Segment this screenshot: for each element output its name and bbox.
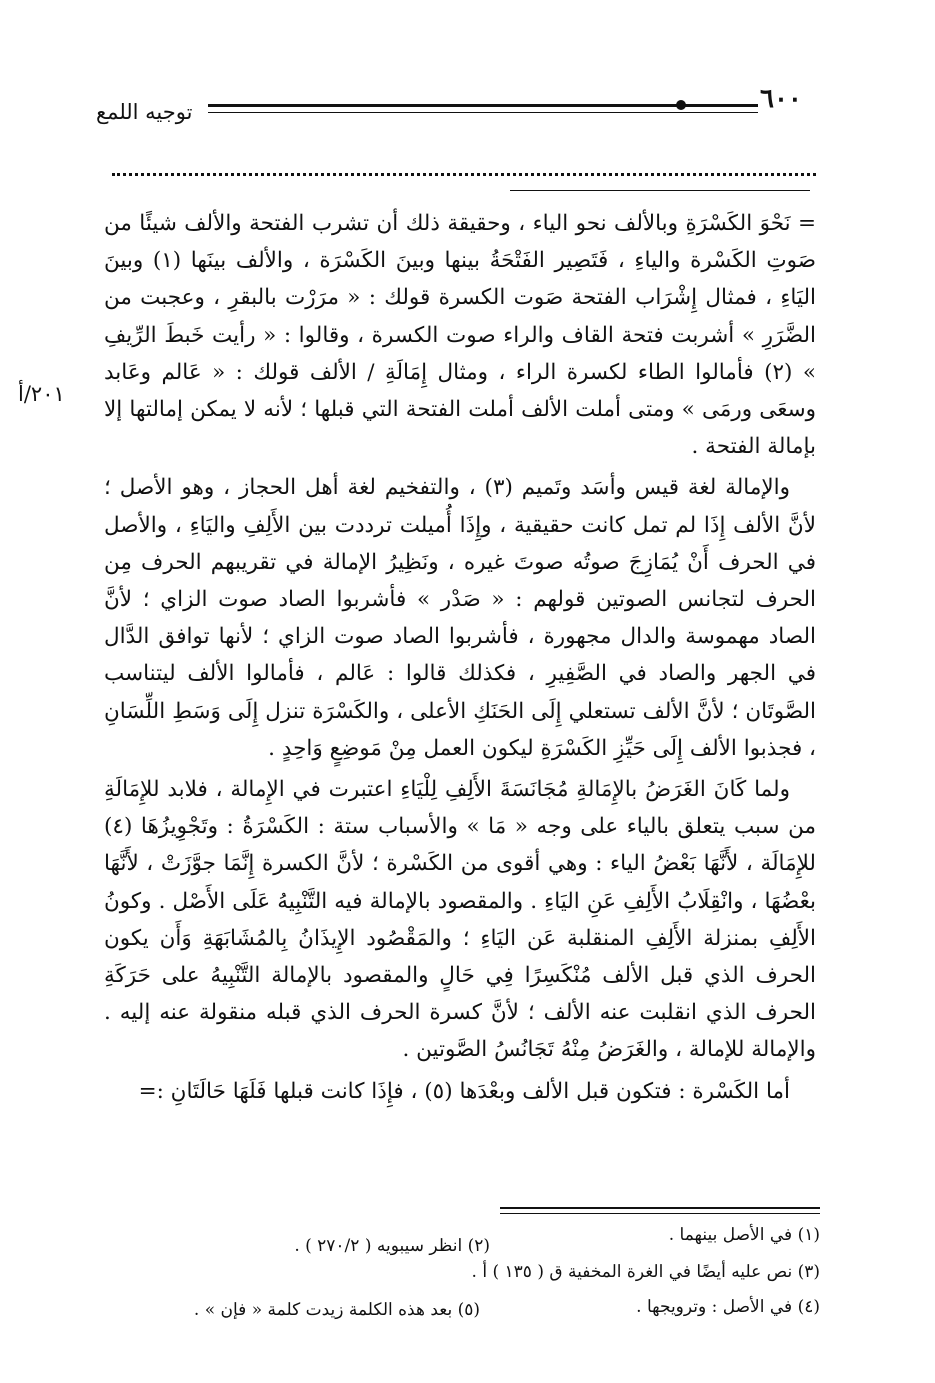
paragraph: أما الكَسْرة : فتكون قبل الألف وبعْدَها (٥) ، فإِذَا كانت قبلها فَلَهَا حَالَتَانِ := (138, 1078, 790, 1104)
footnote-2: (٢) انظر سيبويه ( ٢٧٠/٢ ) . (294, 1236, 490, 1256)
paragraph: ولما كَانَ الغَرَضُ بالإِمَالةِ مُجَانَسَةَ الأَلِفِ لِلْيَاءِ اعتبرت في الإِمالة ، فلابد للإِمَالَةِ من سبب يتعلق بالياء على وجه « مَا » والأسباب ستة : الكَسْرَةُ : وتَجْوِيزُهَا (٤) للإِمَالَة ، لأَنَّهَا بَعْضُ الياء : وهي أقوى من الكَسْرة ؛ لأنَّ الكسرة إِنَّمَا جوَّزَتْ ، لأَنَّهَا بعْضُهَا ، وانْقِلَابُ الأَلِفِ عَنِ اليَاءِ . والمقصود بالإمالة فيه التَّنْبِيهُ عَلَى الأَصْل . وكونُ الأَلِفِ بمنزلة الأَلِفِ المنقلبة عَن اليَاءِ ؛ والمَقْصُود الإِيذَانُ بِالمُشَابَهَةِ وَأَن يكون الحرف الذي قبل الألف مُنْكَسِرًا فِي حَالٍ والمقصود بالإمالة التَّنْبِيهُ على حَرَكَةِ الحرف الذي انقلبت عنه الألف ؛ لأنَّ كسرة الحرف الذي قبله منقولة عنه إليه . والإمالة للإمالة ، والغَرَضُ مِنْهُ تَجَانُسُ الصَّوتين . (104, 777, 816, 1063)
footnote-1: (١) في الأصل بينهما . (668, 1225, 820, 1245)
footnote-3: (٣) نص عليه أيضًا في الغرة المخفية ق ( ١٣٥ ) أ . (471, 1262, 820, 1282)
footnote-5: (٥) بعد هذه الكلمة زيدت كلمة « فإن » . (193, 1300, 480, 1320)
footnote-rule-thin (500, 1213, 820, 1214)
dotted-separator (112, 168, 816, 176)
paragraph: والإمالة لغة قيس وأسَد وتَميم (٣) ، والتفخيم لغة أهل الحجاز ، وهو الأصل ؛ لأنَّ الألف إِذَا لم تمل كانت حقيقية ، وإِذَا أُميلت ترددت بين الأَلِفِ واليَاءِ ، والأصل في الحرف أَنْ يُمَازِجَ صوتُه صوتَ غيره ، ونَظِيرُ الإمالة في تقريبهم الحرف مِن الحرف لتجانس الصوتين قولهم : « صَدْر » فأشربوا الصاد صوت الزاي ؛ لأنَّ الصاد مهموسة والدال مجهورة ، فأشربوا الصاد صوت الزاي ؛ لأنها توافق الدَّال في الجهر والصاد في الصَّفِيرِ ، فكذلك قالوا : عَالم ، فأمالوا الألف ليتناسب الصَّوتَان ؛ لأنَّ الألف تستعلي إِلَى الحَنَكِ الأعلى ، والكَسْرَة تنزل إِلَى وَسَطِ اللِّسَانِ ، فجذبوا الألف إِلَى حَيِّزِ الكَسْرَةِ ليكون العمل مِنْ مَوضِعٍ وَاحِدٍ . (104, 475, 816, 761)
running-title: توجيه اللمع (96, 100, 193, 124)
main-text (104, 205, 816, 1110)
manuscript-folio-note: ٢٠١/أ (18, 382, 65, 406)
paragraph: = نَحْوَ الكَسْرَةِ وبالألف نحو الياء ، وحقيقة ذلك أن تشرب الفتحة والألف شيئًا من صَوتِ الكَسْرة والياءِ ، فَتَصِير الفَتْحَةُ بينها وبينَ الكَسْرَة ، والألف بينَها (١) وبينَ اليَاءِ ، فمثال إِشْرَاب الفتحة صَوت الكسرة قولك : « مرَرْت بالبقرِ ، وعجبت من الضَّرَرِ » أشربت فتحة القاف والراء صوت الكسرة ، وقالوا : « رأيت خَبطَ الرِّيفِ » (٢) فأمالوا الطاء لكسرة الراء ، ومثال إِمَالَةِ / الألف قولك : « عَالم وعَابد وسعَى ورمَى » ومتى أملت الألف أملت الفتحة التي قبلها ؛ لأنه لا يمكن إمالتها إلا بإمالة الفتحة . (104, 211, 816, 460)
header-rule-thin (208, 112, 758, 113)
header-ornament-icon (676, 100, 686, 110)
footnote-rule-thick (500, 1207, 820, 1209)
footnote-4: (٤) في الأصل : وترويجها . (636, 1297, 820, 1317)
continuation-rule (510, 190, 810, 191)
page-number: ٦٠٠ (760, 84, 802, 114)
